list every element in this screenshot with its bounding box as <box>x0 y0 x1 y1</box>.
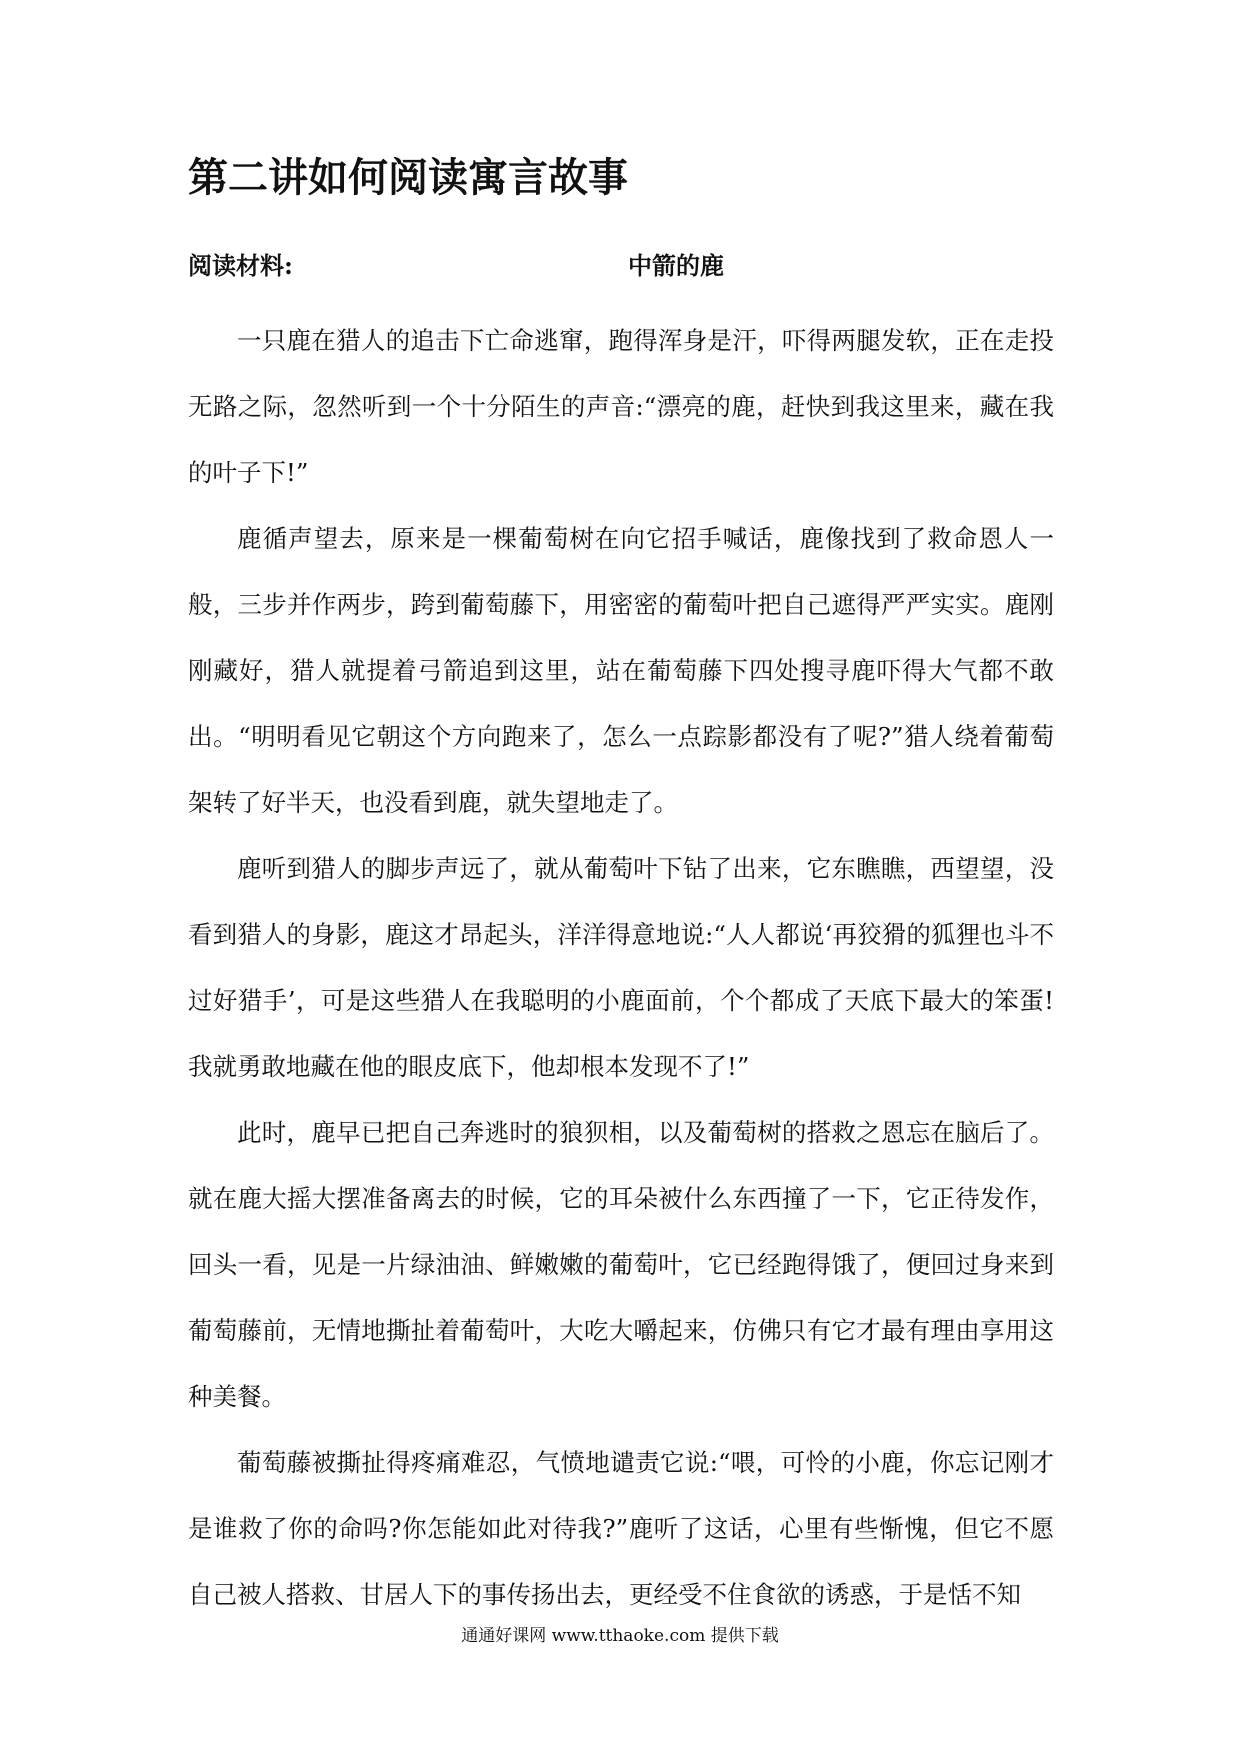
material-label: 阅读材料: <box>188 251 293 280</box>
page-footer: 通通好课网 www.tthaoke.com 提供下载 <box>461 1626 779 1646</box>
paragraph-1: 一只鹿在猎人的追击下亡命逃窜，跑得浑身是汗，吓得两腿发软，正在走投无路之际，忽然听到一个十分陌生的声音:“漂亮的鹿，赶快到我这里来，藏在我的叶子下!” <box>188 326 1054 487</box>
paragraph-5: 葡萄藤被撕扯得疼痛难忍，气愤地谴责它说:“喂，可怜的小鹿，你忘记刚才是谁救了你的命吗?你怎能如此对待我?”鹿听了这话，心里有些惭愧，但它不愿自己被人搭救、甘居人下的事传扬出去，更经受不住食欲的诱惑，于是恬不知 <box>188 1448 1054 1609</box>
paragraph-4: 此时，鹿早已把自己奔逃时的狼狈相，以及葡萄树的搭救之恩忘在脑后了。就在鹿大摇大摆准备离去的时候，它的耳朵被什么东西撞了一下，它正待发作，回头一看，见是一片绿油油、鲜嫩嫩的葡萄叶，它已经跑得饿了，便回过身来到葡萄藤前，无情地撕扯着葡萄叶，大吃大嚼起来，仿佛只有它才最有理由享用这种美餐。 <box>188 1118 1054 1411</box>
story-title: 中箭的鹿 <box>628 251 724 280</box>
paragraph-3: 鹿听到猎人的脚步声远了，就从葡萄叶下钻了出来，它东瞧瞧，西望望，没看到猎人的身影，鹿这才昂起头，洋洋得意地说:“人人都说‘再狡猾的狐狸也斗不过好猎手’，可是这些猎人在我聪明的小鹿面前，个个都成了天底下最大的笨蛋!我就勇敢地藏在他的眼皮底下，他却根本发现不了!” <box>188 854 1054 1081</box>
material-header <box>188 248 1058 284</box>
paragraph-2: 鹿循声望去，原来是一棵葡萄树在向它招手喊话，鹿像找到了救命恩人一般，三步并作两步，跨到葡萄藤下，用密密的葡萄叶把自己遮得严严实实。鹿刚刚藏好，猎人就提着弓箭追到这里，站在葡萄藤下四处搜寻鹿吓得大气都不敢出。“明明看见它朝这个方向跑来了，怎么一点踪影都没有了呢?”猎人绕着葡萄架转了好半天，也没看到鹿，就失望地走了。 <box>188 524 1054 817</box>
page-title: 第二讲如何阅读寓言故事 <box>188 154 628 201</box>
story-body <box>188 308 1054 1628</box>
